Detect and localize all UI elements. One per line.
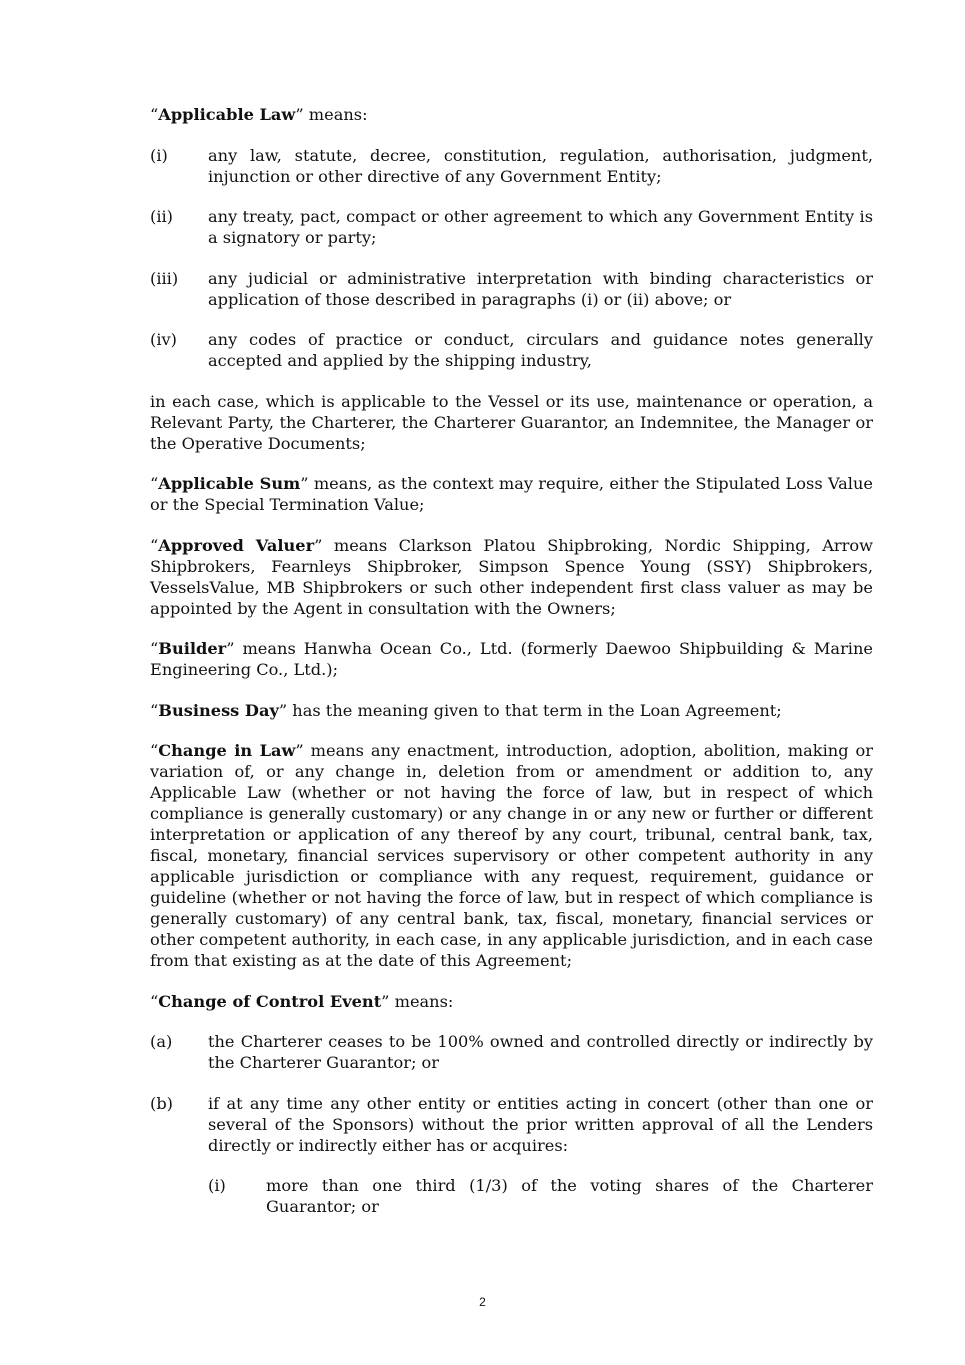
definition-business-day [150, 700, 873, 721]
list-item [150, 329, 873, 371]
defined-term: Applicable Sum [158, 474, 301, 493]
definition-change-of-control [150, 991, 873, 1012]
defined-term: Approved Valuer [158, 535, 315, 555]
definition-applicable-sum [150, 473, 873, 515]
item-text: any law, statute, decree, constitution, regulation, authorisation, judgment, injunction or other directive of any Government Entity; [208, 145, 873, 186]
definition-change-in-law [150, 740, 873, 971]
item-text: if at any time any other entity or entities acting in concert (other than one or several of the Sponsors) without the prior written approval of all the Lenders directly or indirectly either has or acquires: [208, 1093, 873, 1155]
definition-text: ” means, as the context may require, either the Stipulated Loss Value or the Special Termination Value; [150, 474, 873, 514]
defined-term: Business Day [158, 700, 279, 720]
defined-term: Change of Control Event [158, 991, 382, 1011]
item-label: (i) [150, 145, 168, 165]
item-text: any judicial or administrative interpretation with binding characteristics or application of those described in paragraphs (i) or (ii) above; or [208, 268, 873, 309]
quote: “ [150, 474, 159, 493]
definition-approved-valuer [150, 535, 873, 619]
item-text: any treaty, pact, compact or other agreement to which any Government Entity is a signatory or party; [208, 207, 873, 247]
quote: “ [150, 700, 159, 720]
item-label: (i) [208, 1176, 226, 1195]
definition-text: ” means: [381, 991, 454, 1011]
definition-text: ” has the meaning given to that term in the Loan Agreement; [278, 700, 782, 720]
definition-builder [150, 638, 873, 680]
sub-list-item [208, 1175, 873, 1217]
quote: “ [150, 639, 159, 658]
quote: “ [150, 741, 159, 760]
list-item [150, 145, 873, 187]
item-label: (a) [150, 1032, 173, 1051]
quote: “ [150, 991, 159, 1011]
item-text: the Charterer ceases to be 100% owned and controlled directly or indirectly by the Charterer Guarantor; or [208, 1032, 873, 1072]
quote: “ [150, 105, 159, 124]
item-label: (b) [150, 1093, 173, 1113]
defined-term: Applicable Law [158, 105, 296, 124]
defined-term: Change in Law [158, 741, 296, 760]
definition-applicable-law [150, 104, 873, 125]
item-text: any codes of practice or conduct, circulars and guidance notes generally accepted and applied by the shipping industry, [208, 330, 873, 370]
defined-term: Builder [158, 639, 227, 658]
list-item [150, 268, 873, 310]
quote: “ [150, 535, 159, 555]
definition-tail: in each case, which is applicable to the Vessel or its use, maintenance or operation, a Relevant Party, the Charterer, the Charterer Guarantor, an Indemnitee, the Manager or the Operative Documents; [150, 391, 873, 453]
list-item [150, 1031, 873, 1073]
item-label: (ii) [150, 207, 173, 226]
definition-text: ” means Clarkson Platou Shipbroking, Nordic Shipping, Arrow Shipbrokers, Fearnleys Shipbroker, Simpson Spence Young (SSY) Shipbrokers, VesselsValue, MB Shipbrokers or such other independent first class valuer as may be appointed by the Agent in consultation with the Owners; [150, 535, 874, 618]
document-page [150, 104, 873, 1237]
definition-text: ” means: [295, 105, 368, 124]
item-text: more than one third (1/3) of the voting shares of the Charterer Guarantor; or [266, 1176, 873, 1216]
item-label: (iv) [150, 330, 177, 349]
definition-text: ” means any enactment, introduction, adoption, abolition, making or variation of, or any change in, deletion from or amendment or addition to, any Applicable Law (whether or not having the force of law, but in respect of which compliance is generally customary) or any change in or any new or further or different interpretation or application of any thereof by any court, tribunal, central bank, tax, fiscal, monetary, financial services supervisory or other competent authority in any applicable jurisdiction or compliance with any request, requirement, guidance or guideline (whether or not having the force of law, but in respect of which compliance is generally customary) of any central bank, tax, fiscal, monetary, financial services or other competent authority, in each case, in any applicable jurisdiction, and in each case from that existing as at the date of this Agreement; [150, 741, 873, 970]
definition-text: ” means Hanwha Ocean Co., Ltd. (formerly Daewoo Shipbuilding & Marine Engineering Co., Ltd.); [150, 639, 873, 679]
list-item [150, 206, 873, 248]
item-label: (iii) [150, 268, 179, 288]
page-number: 2 [479, 1295, 486, 1309]
list-item [150, 1093, 873, 1156]
